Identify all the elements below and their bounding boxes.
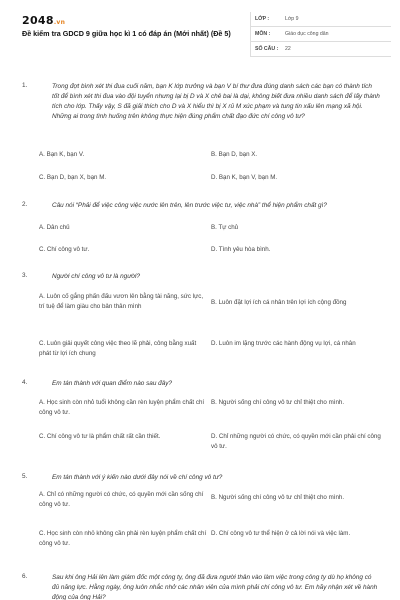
option-d[interactable]: [211, 339, 381, 349]
question-number: 4.: [22, 379, 28, 386]
meta-key: LỚP :: [255, 16, 270, 22]
option-text: D. Bạn K, bạn V, bạn M.: [211, 174, 278, 181]
meta-key: SỐ CÂU :: [255, 46, 279, 52]
meta-row-grade: [251, 12, 391, 27]
option-c[interactable]: [39, 173, 106, 183]
option-d[interactable]: [211, 432, 381, 451]
option-a[interactable]: [39, 490, 209, 509]
option-text: D. Tình yêu hòa bình.: [211, 246, 271, 253]
option-b[interactable]: [211, 493, 381, 503]
document-header: [0, 0, 400, 62]
question-1: [22, 82, 384, 181]
option-text: B. Bạn D, bạn X.: [211, 151, 258, 158]
option-c[interactable]: [39, 339, 209, 358]
question-2: [22, 201, 384, 261]
option-c[interactable]: [39, 529, 209, 548]
question-text: Sau khi ông Hải lên làm giám đốc một công ty, ông đã đưa người thân vào làm việc trong công ty dù họ không có đủ năng lực. Hằng ngày, ông luôn nhắc nhở các nhân viên của mình phải chí công vô tư. Em hãy nhận xét về hành động của ông Hải?: [52, 574, 378, 600]
option-d[interactable]: [211, 245, 270, 255]
option-text: A. Dân chủ: [39, 224, 70, 231]
question-text: Em tán thành với quan điểm nào sau đây?: [52, 380, 173, 387]
question-text: Câu nói “Phải để việc công việc nước lên trên, lên trước việc tư, việc nhà” thể hiện phẩm chất gì?: [52, 202, 327, 209]
question-6: [22, 573, 384, 600]
site-logo[interactable]: [22, 14, 65, 27]
meta-key: MÔN :: [255, 31, 271, 37]
option-text: D. Chỉ những người có chức, có quyền mới cần phải chí công vô tư.: [211, 433, 381, 450]
option-text: C. Chí công vô tư.: [39, 246, 90, 253]
option-text: A. Học sinh còn nhỏ tuổi không cần rèn luyện phẩm chất chí công vô tư.: [39, 399, 205, 416]
option-text: B. Người sống chí công vô tư chỉ thiệt cho mình.: [211, 399, 345, 406]
option-b[interactable]: [211, 223, 238, 233]
option-a[interactable]: [39, 223, 70, 233]
option-b[interactable]: [211, 150, 257, 160]
option-text: A. Luôn cố gắng phấn đấu vươn lên bằng tài năng, sức lực, trí tuệ để làm giàu cho bản thân mình: [39, 293, 204, 310]
question-number: 2.: [22, 201, 28, 208]
option-text: C. Chí công vô tư là phẩm chất rất cần thiết.: [39, 433, 161, 440]
question-text: Trong đợt bình xét thi đua cuối năm, bạn K lớp trưởng và bạn V bí thư đưa đúng danh sách các bạn có thành tích tốt để bình xét thi đua vào đội tuyển nhưng lại bị D và X chê bai là dại, không biết đưa nhiều danh sách để lấy thành tích cho lớp. Thấy vậy, S đã giải thích cho D và X hiểu thì bị X rủ M xúc phạm và tung tin xấu lên mạng xã hội. Những ai trong tình huống trên không thực hiện đúng phẩm chất đạo đức chí công vô tư?: [52, 83, 380, 120]
question-text: Người chí công vô tư là người?: [52, 273, 141, 280]
option-d[interactable]: [211, 173, 277, 183]
option-text: C. Bạn D, bạn X, bạn M.: [39, 174, 107, 181]
option-a[interactable]: [39, 150, 84, 160]
logo-text: 2048: [22, 14, 54, 27]
option-d[interactable]: [211, 529, 381, 539]
option-a[interactable]: [39, 398, 209, 417]
question-number: 6.: [22, 573, 28, 580]
option-text: B. Người sống chí công vô tư chỉ thiệt cho mình.: [211, 494, 345, 501]
option-text: D. Luôn im lặng trước các hành động vụ lợi, cá nhân: [211, 340, 356, 347]
option-text: B. Luôn đặt lợi ích cá nhân trên lợi ích cộng đồng: [211, 299, 347, 306]
meta-value: Lớp 9: [285, 16, 299, 22]
option-text: A. Chỉ có những người có chức, có quyền mới cần sống chí công vô tư.: [39, 491, 204, 508]
option-text: C. Luôn giải quyết công việc theo lẽ phải, công bằng xuất phát từ lợi ích chung: [39, 340, 197, 357]
option-c[interactable]: [39, 432, 209, 442]
document-meta-table: [250, 12, 391, 57]
meta-value: Giáo dục công dân: [285, 31, 329, 37]
option-a[interactable]: [39, 292, 209, 311]
option-text: C. Học sinh còn nhỏ không cần phải rèn luyện phẩm chất chí công vô tư.: [39, 530, 207, 547]
question-number: 3.: [22, 272, 28, 279]
option-text: A. Bạn K, bạn V.: [39, 151, 85, 158]
option-b[interactable]: [211, 298, 381, 308]
option-text: D. Chí công vô tư thể hiện ở cả lời nói và việc làm.: [211, 530, 351, 537]
meta-row-subject: [251, 27, 391, 42]
question-4: [22, 379, 384, 459]
question-5: [22, 473, 384, 558]
logo-suffix: .vn: [53, 19, 66, 26]
question-number: 5.: [22, 473, 28, 480]
meta-value: 22: [285, 46, 291, 52]
meta-row-count: [251, 42, 391, 57]
question-3: [22, 272, 384, 367]
question-text: Em tán thành với ý kiến nào dưới đây nói về chí công vô tư?: [52, 474, 223, 481]
document-title: Đề kiểm tra GDCD 9 giữa học kì 1 có đáp án (Mới nhất) (Đề 5): [22, 29, 231, 38]
option-text: B. Tự chủ: [211, 224, 239, 231]
question-number: 1.: [22, 82, 28, 89]
option-c[interactable]: [39, 245, 89, 255]
option-b[interactable]: [211, 398, 381, 408]
